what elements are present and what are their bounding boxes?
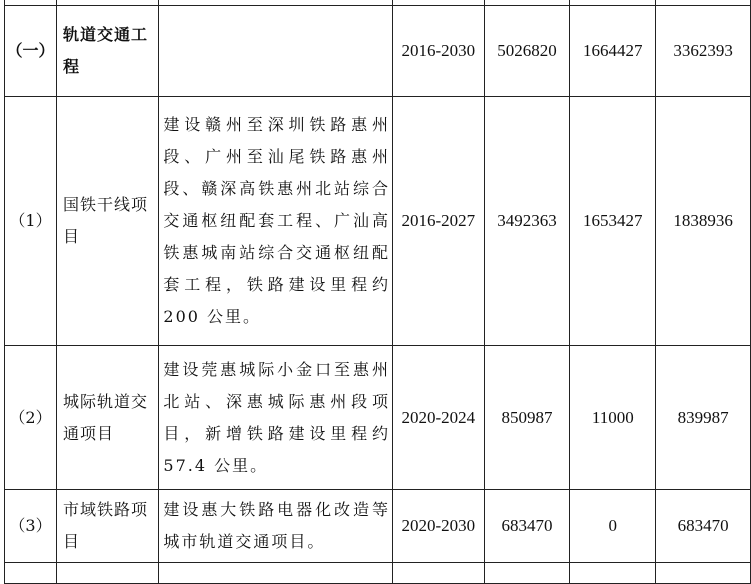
row-description: 建设莞惠城际小金口至惠州北站、深惠城际惠州段项目，新增铁路建设里程约 57.4 公里。 — [159, 346, 393, 490]
row-description — [159, 6, 393, 97]
row-col5: 1653427 — [570, 97, 656, 346]
table-row — [5, 97, 751, 346]
row-total: 3492363 — [484, 97, 570, 346]
row-index: （2） — [5, 346, 57, 490]
row-col5: 11000 — [570, 346, 656, 490]
row-period: 2016-2030 — [393, 6, 485, 97]
row-index: （1） — [5, 97, 57, 346]
project-table — [4, 0, 751, 584]
row-col6: 3362393 — [656, 6, 751, 97]
row-period: 2020-2030 — [393, 490, 485, 563]
row-col6: 1838936 — [656, 97, 751, 346]
row-name: 城际轨道交通项目 — [56, 346, 158, 490]
row-name: 轨道交通工程 — [56, 6, 158, 97]
row-col5: 0 — [570, 490, 656, 563]
row-total: 850987 — [484, 346, 570, 490]
table-row — [5, 346, 751, 490]
table-row — [5, 490, 751, 563]
row-col5: 1664427 — [570, 6, 656, 97]
row-col6: 683470 — [656, 490, 751, 563]
row-index: （一） — [5, 6, 57, 97]
row-period: 2020-2024 — [393, 346, 485, 490]
row-name: 国铁干线项目 — [56, 97, 158, 346]
row-period: 2016-2027 — [393, 97, 485, 346]
table-row — [5, 6, 751, 97]
row-total: 683470 — [484, 490, 570, 563]
row-index: （3） — [5, 490, 57, 563]
row-name: 市域铁路项目 — [56, 490, 158, 563]
table-row-partial-bottom — [5, 563, 751, 584]
row-total: 5026820 — [484, 6, 570, 97]
row-description: 建设惠大铁路电器化改造等城市轨道交通项目。 — [159, 490, 393, 563]
row-col6: 839987 — [656, 346, 751, 490]
row-description: 建设赣州至深圳铁路惠州段、广州至汕尾铁路惠州段、赣深高铁惠州北站综合交通枢纽配套工程、广汕高铁惠城南站综合交通枢纽配套工程，铁路建设里程约 200 公里。 — [159, 97, 393, 346]
